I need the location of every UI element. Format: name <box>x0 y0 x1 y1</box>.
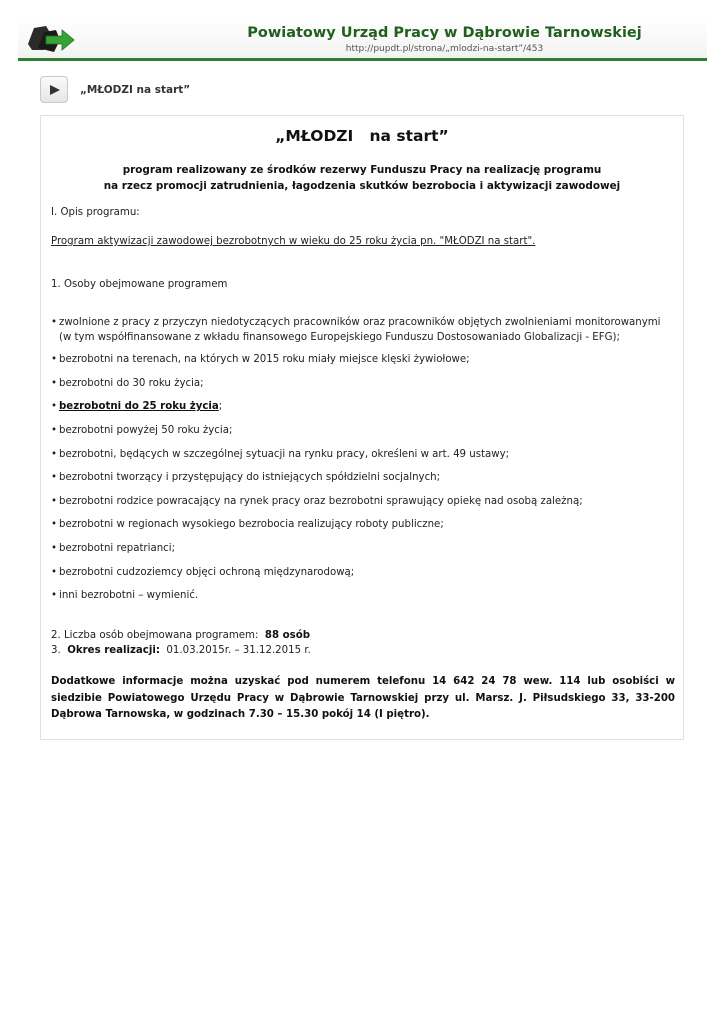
list-item: • bezrobotni, będących w szczególnej sytuacji na rynku pracy, określeni w art. 49 ustawy; <box>51 448 510 460</box>
highlighted-age-group: bezrobotni do 25 roku życia <box>59 401 219 413</box>
site-title[interactable]: Powiatowy Urząd Pracy w Dąbrowie Tarnowskiej <box>247 25 642 41</box>
list-item: • bezrobotni powyżej 50 roku życia; <box>51 424 233 436</box>
header-divider <box>18 58 707 61</box>
subtitle-line-1: program realizowany ze środków rezerwy Funduszu Pracy na realizację programu <box>122 164 602 176</box>
list-item: • bezrobotni do 25 roku życia; <box>51 401 223 413</box>
persons-heading: 1. Osoby obejmowane programem <box>51 279 228 290</box>
list-item: • inni bezrobotni – wymienić. <box>51 590 199 602</box>
article-box <box>40 115 684 740</box>
list-item: • bezrobotni rodzice powracający na rynek pracy oraz bezrobotni sprawujący opiekę nad osobą zależną; <box>51 495 583 507</box>
section-heading: I. Opis programu: <box>51 207 140 218</box>
eligible-persons-list <box>51 316 675 604</box>
program-description: Program aktywizacji zawodowej bezrobotnych w wieku do 25 roku życia pn. "MŁODZI na start". <box>51 236 536 247</box>
realization-period-value: 01.03.2015r. – 31.12.2015 r. <box>166 645 311 656</box>
logo-arrow-icon[interactable] <box>26 22 76 54</box>
article-title: „MŁODZI na start” <box>275 127 449 145</box>
article-subtitle <box>51 163 673 194</box>
contact-info: Dodatkowe informacje można uzyskać pod numerem telefonu 14 642 24 78 wew. 114 lub osobiści w siedzibie Powiatowego Urzędu Pracy w Dąbrowie Tarnowskiej przy ul. Marsz. J. Piłsudskiego 33, 33-200 Dąbrowa Tarnowska, w godzinach 7.30 – 15.30 pokój 14 (I piętro). <box>51 676 675 720</box>
list-item: • bezrobotni w regionach wysokiego bezrobocia realizujący roboty publiczne; <box>51 519 444 531</box>
list-item: • bezrobotni do 30 roku życia; <box>51 377 204 389</box>
list-item: • bezrobotni repatrianci; <box>51 542 176 554</box>
list-item: • bezrobotni na terenach, na których w 2015 roku miały miejsce klęski żywiołowe; <box>51 354 470 366</box>
subtitle-line-2: na rzecz promocji zatrudnienia, łagodzenia skutków bezrobocia i aktywizacji zawodowej <box>103 179 621 192</box>
list-item: • zwolnione z pracy z przyczyn niedotyczących pracowników oraz pracowników objętych zwolnieniami monitorowanymi (w tym współfinansowane z wkładu finansowego Europejskiego Funduszu Dostosowaniado Globalizacji - EFG); <box>51 317 661 343</box>
breadcrumb[interactable]: „MŁODZI na start” <box>80 84 191 96</box>
page-url: http://pupdt.pl/strona/„mlodzi-na-start”/453 <box>345 44 544 54</box>
list-item: • bezrobotni cudzoziemcy objęci ochroną międzynarodową; <box>51 566 355 578</box>
site-header <box>0 0 725 66</box>
participant-count: 2. Liczba osób obejmowana programem: 88 osób <box>51 630 310 641</box>
realization-period: 3. Okres realizacji: 01.03.2015r. – 31.12.2015 r. <box>51 645 311 656</box>
participant-count-value: 88 osób <box>264 630 310 641</box>
list-item: • bezrobotni tworzący i przystępujący do istniejących spółdzielni socjalnych; <box>51 472 441 484</box>
play-arrow-icon <box>49 84 61 96</box>
nav-button[interactable] <box>40 76 68 103</box>
